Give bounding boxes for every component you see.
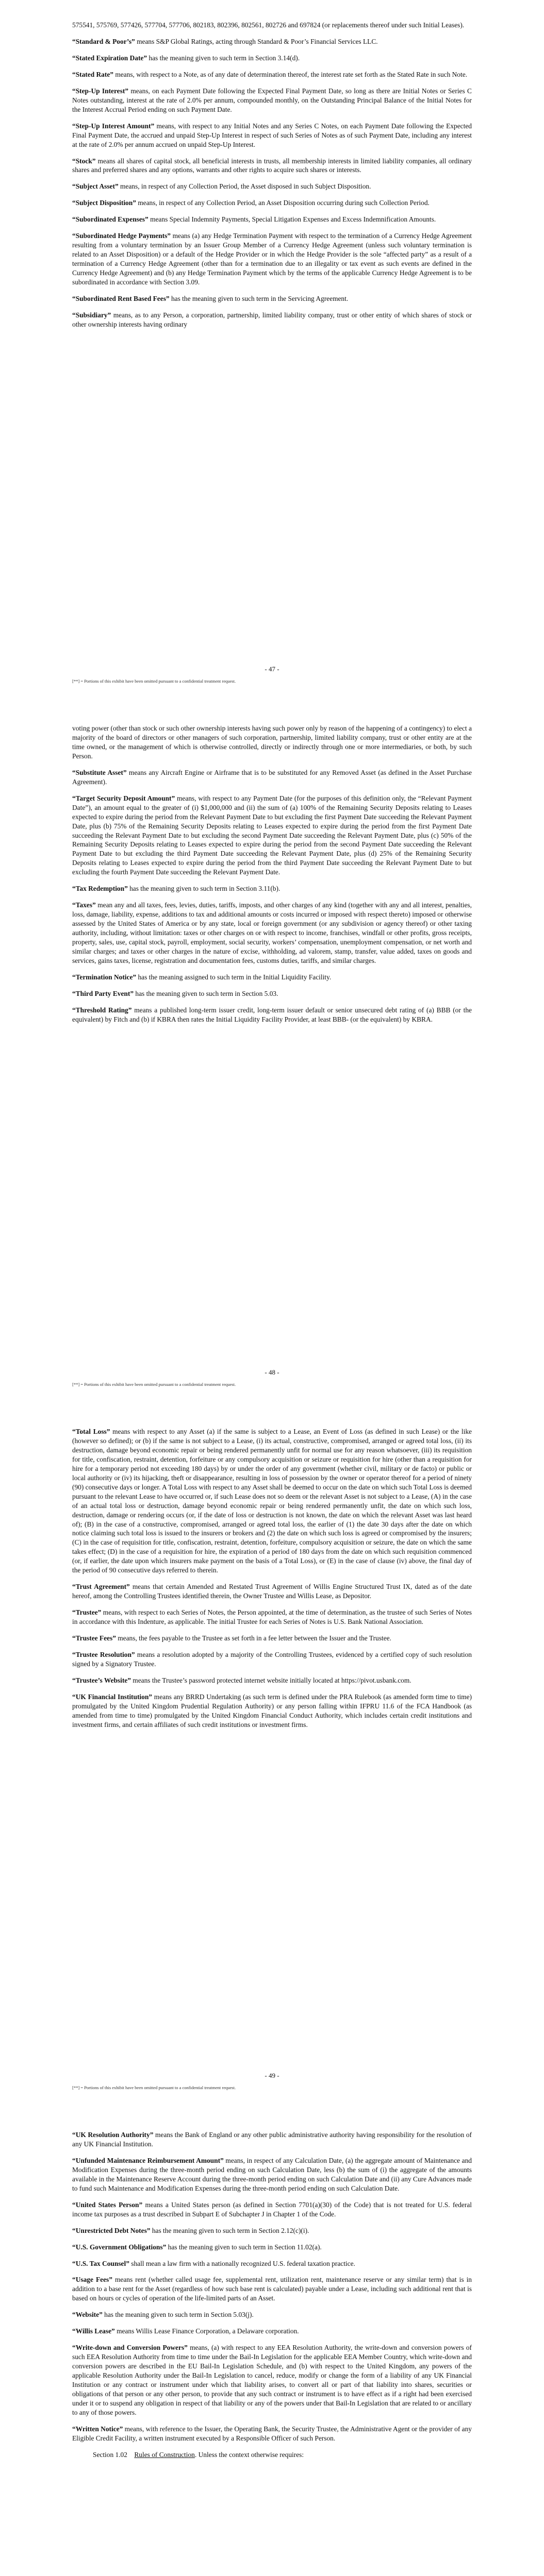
confidential-footnote: [**] = Portions of this exhibit have been omitted pursuant to a confidential treatment request. [72, 1382, 236, 1387]
defined-term: “U.S. Government Obligations” [72, 2243, 167, 2251]
definition-paragraph [72, 215, 472, 224]
defined-term: “Stated Rate” [72, 70, 113, 78]
definition-paragraph [72, 1676, 472, 1685]
definition-paragraph [72, 157, 472, 175]
defined-term: “Trustee Fees” [72, 1634, 116, 1642]
confidential-footnote: [**] = Portions of this exhibit have been omitted pursuant to a confidential treatment request. [72, 679, 236, 684]
defined-term: “Trust Agreement” [72, 1583, 130, 1591]
defined-term: “Website” [72, 2311, 103, 2319]
defined-term: “Tax Redemption” [72, 885, 128, 893]
document-page [0, 703, 544, 1406]
definition-text: means a published long-term issuer credit, long-term issuer default or senior unsecured debt rating of (a) BBB (or the equivalent) by Fitch and (b) if KBRA then rates the Initial Liquidity Facility Provider, at least BBB- (or the equivalent) by KBRA. [72, 1006, 472, 1023]
definition-text: has the meaning given to such term in the Servicing Agreement. [169, 295, 349, 303]
defined-term: “Total Loss” [72, 1428, 110, 1435]
definition-paragraph [72, 2156, 472, 2193]
definition-text: means, with respect to each Series of Notes, the Person appointed, at the time of determination, as the trustee of such Series of Notes in accordance with this Indenture, as applicable. The initial Trustee for each Series of Notes is U.S. Bank National Association. [72, 1608, 472, 1626]
defined-term: “United States Person” [72, 2200, 143, 2209]
section-heading [72, 2450, 472, 2460]
definition-text: means, on each Payment Date following the Expected Final Payment Date, so long as there are Initial Notes or Series C Notes outstanding, interest at the rate of 2.0% per annum, compounded monthly, on the Outstanding Principal Balance of the Initial Notes for the Interest Accrual Period ending on such Payment Date. [72, 87, 472, 113]
definition-paragraph [72, 1650, 472, 1669]
definition-text: means, with respect to any Initial Notes and any Series C Notes, on each Payment Date following the Expected Final Payment Date, the accrued and unpaid Step-Up Interest in respect of such Series of Notes as of such Payment Date, including any interest at the rate of 2.0% per annum accrued on unpaid Step-Up Interest. [72, 122, 472, 148]
defined-term: “Stock” [72, 157, 96, 165]
definition-text: has the meaning given to such term in Section 5.03. [134, 989, 278, 997]
definition-text: has the meaning given to such term in Section 5.03(j). [102, 2311, 254, 2319]
definition-paragraph [72, 794, 472, 877]
section-number: Section 1.02 [93, 2450, 127, 2459]
defined-term: “Third Party Event” [72, 989, 134, 997]
definition-text: means with respect to any Asset (a) if the same is subject to a Lease, an Event of Loss (as defined in such Lease) or the like (however so defined); or (b) if the same is not subject to a Lease, (i) its actual, constructive, compromised, arranged or agreed total loss, (ii) its destruction, damage beyond economic repair or being rendered permanently unfit for normal use for any reason whatsoever, (iii) its requisition for title, confiscation, restraint, detention, forfeiture or any compulsory acquisition or seizure or requisition for hire (other than a requisition for hire for a temporary period not exceeding 180 days) by or under the order of any government (whether civil, military or de facto) or public or local authority or (iv) its hijacking, theft or disappearance, resulting in loss of possession by the owner or operator thereof for a period of ninety (90) consecutive days or longer. A Total Loss with respect to any Asset shall be deemed to occur on the date on which such Total Loss is deemed pursuant to the relevant Lease to have occurred or, if such Lease does not so deem or the relevant Asset is not subject to a Lease, (A) in the case of an actual total loss or destruction, damage beyond economic repair or being rendered permanently unfit, the date on which such loss, destruction, damage or rendering occurs (or, if the date of loss or destruction is not known, the date on which the relevant Asset was last heard of); (B) in the case of a constructive, compromised, arranged or agreed total loss, the earlier of (1) the date 30 days after the date on which notice claiming such total loss is issued to the insurers or brokers and (2) the date on which such loss is agreed or compromised by the insurers; (C) in the case of requisition for title, confiscation, restraint, detention, forfeiture, compulsory acquisition or seizure, the date on which the same takes effect; (D) in the case of a requisition for hire, the expiration of a period of 180 days from the date on which such requisition commenced (or, if earlier, the date upon which insurers make payment on the basis of a Total Loss), or (E) in the case of clause (iv) above, the final day of the period of 90 consecutive days referred to therein. [72, 1428, 472, 1574]
defined-term: “Subordinated Rent Based Fees” [72, 295, 170, 303]
definition-text: means the Trustee’s password protected internet website initially located at https://pivot.usbank.com. [130, 1676, 411, 1684]
definition-paragraph [72, 1692, 472, 1730]
definition-paragraph [72, 1608, 472, 1626]
definition-paragraph [72, 294, 472, 303]
definition-paragraph [72, 973, 472, 982]
defined-term: “Trustee Resolution” [72, 1651, 135, 1659]
definition-text: means a resolution adopted by a majority of the Controlling Trustees, evidenced by a certified copy of such resolution signed by a Signatory Trustee. [72, 1651, 472, 1668]
document-page [0, 2110, 544, 2576]
definition-paragraph [72, 37, 472, 46]
definition-text: means all shares of capital stock, all beneficial interests in trusts, all membership interests in limited liability companies, all ordinary shares and preferred shares and any options, warrants and other rights to acquire such shares or interests. [72, 157, 472, 174]
definition-text: means any Aircraft Engine or Airframe that is to be substituted for any Removed Asset (as defined in the Asset Purchase Agreement). [72, 768, 472, 786]
section-text: . Unless the context otherwise requires: [194, 2450, 304, 2459]
defined-term: “Step-Up Interest” [72, 87, 128, 95]
continuation-paragraph: voting power (other than stock or such other ownership interests having such power only by reason of the happening of a contingency) to elect a majority of the board of directors or other managers of such corporation, partnership, limited liability company, trust or other entity are at the time owned, or the management of which is otherwise controlled, directly or indirectly through one or more intermediaries, or both, by such Person. [72, 724, 472, 760]
definition-text: has the meaning given to such term in Section 2.12(c)(i). [150, 2226, 309, 2234]
definition-text: means, as to any Person, a corporation, partnership, limited liability company, trust or other entity of which shares of stock or other ownership interests having ordinary [72, 311, 472, 328]
definition-paragraph [72, 1427, 472, 1575]
definition-text: has the meaning given to such term in Section 3.11(b). [127, 885, 281, 893]
definition-paragraph [72, 1634, 472, 1643]
definition-text: has the meaning assigned to such term in the Initial Liquidity Facility. [136, 973, 332, 981]
defined-term: “Trustee’s Website” [72, 1676, 131, 1684]
confidential-footnote: [**] = Portions of this exhibit have been omitted pursuant to a confidential treatment request. [72, 2085, 236, 2090]
definition-paragraph [72, 311, 472, 329]
definition-paragraph [72, 2130, 472, 2149]
definition-paragraph [72, 1582, 472, 1601]
defined-term: “Target Security Deposit Amount” [72, 794, 175, 802]
definition-paragraph [72, 768, 472, 787]
definition-paragraph [72, 122, 472, 149]
definition-paragraph [72, 54, 472, 63]
page-number: - 49 - [265, 2072, 279, 2079]
definition-text: means, with respect to a Note, as of any date of determination thereof, the interest rate set forth as the Stated Rate in such Note. [113, 70, 468, 78]
defined-term: “Threshold Rating” [72, 1006, 132, 1014]
definition-text: means, in respect of any Collection Period, an Asset Disposition occurring during such Collection Period. [136, 199, 430, 207]
definition-text: means, with reference to the Issuer, the Operating Bank, the Security Trustee, the Administrative Agent or the provider of any Eligible Credit Facility, a written instrument executed by a Responsible Officer of such Person. [72, 2425, 472, 2442]
definition-text: means (a) any Hedge Termination Payment with respect to the termination of a Currency Hedge Agreement resulting from a voluntary termination by an Issuer Group Member of a Currency Hedge Agreement (unless such voluntary termination is related to an Asset Disposition) or a default of the Hedge Provider or in which the Hedge Provider is the sole “affected party” as a result of a termination of a Currency Hedge Agreement (other than for a termination due to an illegality or tax event as such events are defined in the Currency Hedge Agreement) and (b) any Hedge Termination Payment which by the terms of the applicable Currency Hedge Agreement is to be subordinated in accordance with Section 3.09. [72, 232, 472, 286]
defined-term: “Willis Lease” [72, 2327, 115, 2335]
definition-paragraph [72, 70, 472, 79]
definition-paragraph [72, 2259, 472, 2268]
definition-paragraph [72, 2327, 472, 2336]
definition-text: shall mean a law firm with a nationally recognized U.S. federal taxation practice. [129, 2259, 355, 2267]
definition-paragraph [72, 2275, 472, 2303]
definition-text: means rent (whether called usage fee, supplemental rent, utilization rent, maintenance reserve or any similar term) that is in addition to a base rent for the Asset (regardless of how such base rent is calculated) payable under a Lease, including such additional rent that is based on hours or cycles of operation of the life-limited parts of an Asset. [72, 2276, 472, 2302]
continuation-paragraph: 575541, 575769, 577426, 577704, 577706, 802183, 802396, 802561, 802726 and 697824 (or replacements thereof under such Initial Leases). [72, 21, 465, 29]
definition-paragraph [72, 2226, 472, 2235]
defined-term: “Write-down and Conversion Powers” [72, 2344, 188, 2352]
page-number: - 47 - [265, 665, 279, 673]
definition-paragraph [72, 989, 472, 998]
page-footer [72, 2072, 472, 2090]
defined-term: “Subject Asset” [72, 182, 119, 191]
definition-text: means any BRRD Undertaking (as such term is defined under the PRA Rulebook (as amended form time to time) promulgated by the United Kingdom Prudential Regulation Authority) or any person falling within IFPRU 11.6 of the FCA Handbook (as amended from time to time) promulgated by the United Kingdom Financial Conduct Authority, which includes certain credit institutions and investment firms, and certain affiliates of such credit institutions or investment firms. [72, 1692, 472, 1728]
defined-term: “Unrestricted Debt Notes” [72, 2226, 151, 2234]
definition-text: means Special Indemnity Payments, Special Litigation Expenses and Excess Indemnification Amounts. [148, 215, 436, 224]
defined-term: “Subsidiary” [72, 311, 111, 319]
defined-term: “Substitute Asset” [72, 768, 127, 776]
defined-term: “Trustee” [72, 1608, 102, 1617]
definition-paragraph [72, 1006, 472, 1024]
definition-text: means the Bank of England or any other public administrative authority having responsibility for the resolution of any UK Financial Institution. [72, 2131, 472, 2148]
defined-term: “Step-Up Interest Amount” [72, 122, 155, 130]
definition-text: means Willis Lease Finance Corporation, a Delaware corporation. [114, 2327, 299, 2335]
definition-text: has the meaning given to such term in Section 3.14(d). [147, 54, 300, 62]
definition-text: means, (a) with respect to any EEA Resolution Authority, the write-down and conversion powers of such EEA Resolution Authority from time to time under the Bail-In Legislation for the applicable EEA Member Country, which write-down and conversion powers are described in the EU Bail-In Legislation Schedule, and (b) with respect to the United Kingdom, any powers of the applicable Resolution Authority under the Bail-In Legislation to cancel, reduce, modify or change the form of a liability of any UK Financial Institution or any contract or instrument under which that liability arises, to convert all or part of that liability into shares, securities or obligations of that person or any other person, to provide that any such contract or instrument is to have effect as if a right had been exercised under it or to suspend any obligation in respect of that liability or any of the powers under that Bail-In Legislation that are related to or ancillary to any of those powers. [72, 2344, 472, 2416]
definition-paragraph [72, 182, 472, 191]
definition-paragraph [72, 198, 472, 208]
definition-text: means, with respect to any Payment Date (for the purposes of this definition only, the “Relevant Payment Date”), an amount equal to the greater of (i) $1,000,000 and (ii) the sum of (a) 100% of the Remaining Security Deposits relating to Leases expected to expire during the period from the Relevant Payment Date to but excluding the first Payment Date succeeding the Relevant Payment Date, plus (b) 75% of the Remaining Security Deposits relating to Leases expected to expire during the period from the first Payment Date succeeding the Relevant Payment Date to but excluding the second Payment Date succeeding the Relevant Payment Date, plus (c) 50% of the Remaining Security Deposits relating to Leases expected to expire during the period from the second Payment Date succeeding the Relevant Payment Date to but excluding the third Payment Date succeeding the Relevant Payment Date, plus (d) 25% of the Remaining Security Deposits relating to Leases expected to expire during the period from the third Payment Date succeeding the Relevant Payment Date to but excluding the fourth Payment Date succeeding the Relevant Payment Date. [72, 794, 472, 876]
defined-term: “UK Resolution Authority” [72, 2131, 154, 2139]
defined-term: “UK Financial Institution” [72, 1692, 152, 1701]
page-number: - 48 - [265, 1368, 279, 1376]
defined-term: “U.S. Tax Counsel” [72, 2259, 129, 2267]
defined-term: “Taxes” [72, 901, 96, 909]
definition-paragraph [72, 2243, 472, 2252]
definition-paragraph [72, 2425, 472, 2443]
definition-paragraph [72, 2200, 472, 2219]
defined-term: “Written Notice” [72, 2425, 123, 2433]
definition-paragraph [72, 231, 472, 287]
defined-term: “Stated Expiration Date” [72, 54, 147, 62]
definition-text: means, in respect of any Collection Period, the Asset disposed in such Subject Disposition. [118, 182, 371, 191]
defined-term: “Standard & Poor’s” [72, 37, 135, 45]
defined-term: “Usage Fees” [72, 2276, 112, 2284]
defined-term: “Subordinated Hedge Payments” [72, 232, 171, 240]
defined-term: “Subordinated Expenses” [72, 215, 149, 224]
section-title: Rules of Construction [134, 2450, 195, 2459]
definition-text: means, the fees payable to the Trustee as set forth in a fee letter between the Issuer and the Trustee. [116, 1634, 391, 1642]
page-footer [72, 665, 472, 684]
definition-text: means, in respect of any Calculation Date, (a) the aggregate amount of Maintenance and Modification Expenses during the three-month period ending on such Calculation Date, less (b) the sum of (i) the aggregate of the amounts available in the Maintenance Reserve Account during the three-month period ending on such Calculation Date and (ii) any Cure Advances made to fund such Maintenance and Modification Expenses during the three-month period ending on such Calculation Date. [72, 2156, 472, 2192]
definition-text: has the meaning given to such term in Section 11.02(a). [166, 2243, 322, 2251]
definition-text: means S&P Global Ratings, acting through Standard & Poor’s Financial Services LLC. [135, 37, 378, 45]
document-page [0, 0, 544, 703]
definition-paragraph [72, 87, 472, 114]
defined-term: “Unfunded Maintenance Reimbursement Amount” [72, 2156, 224, 2164]
definition-paragraph [72, 2310, 472, 2319]
definition-paragraph [72, 2343, 472, 2417]
definition-paragraph [72, 901, 472, 965]
defined-term: “Subject Disposition” [72, 199, 136, 207]
definition-paragraph [72, 884, 472, 893]
definition-text: mean any and all taxes, fees, levies, duties, tariffs, imposts, and other charges of any kind (together with any and all interest, penalties, loss, damage, liability, expense, additions to tax and additional amounts or costs incurred or imposed with respect thereto) imposed or otherwise assessed by the United States of America or by any state, local or foreign government (or any subdivision or agency thereof) or other taxing authority, including, without limitation: taxes or other charges on or with respect to income, franchises, windfall or other profits, gross receipts, property, sales, use, capital stock, payroll, employment, social security, workers’ compensation, unemployment compensation, or net worth and similar charges; and taxes or other charges in the nature of excise, withholding, ad valorem, stamp, transfer, value added, taxes on goods and services, gains taxes, license, registration and documentation fees, customs duties, tariffs, and similar charges. [72, 901, 472, 964]
page-footer [72, 1368, 472, 1387]
definition-text: means that certain Amended and Restated Trust Agreement of Willis Engine Structured Trust IX, dated as of the date hereof, among the Controlling Trustees identified therein, the Owner Trustee and Willis Lease, as Depositor. [72, 1583, 472, 1600]
defined-term: “Termination Notice” [72, 973, 137, 981]
document-page [0, 1406, 544, 2110]
definition-text: means a United States person (as defined in Section 7701(a)(30) of the Code) that is not treated for U.S. federal income tax purposes as a trust described in Subpart E of Subchapter J in Chapter 1 of the Code. [72, 2200, 472, 2218]
